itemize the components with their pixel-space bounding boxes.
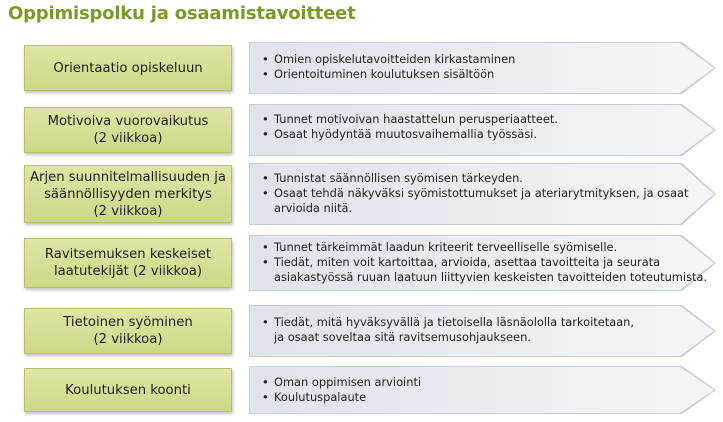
goal-item: • Osaat hyödyntää muutosvaihemallia työssäsi. bbox=[262, 127, 558, 142]
goal-item-continuation: asiakastyössä ruuan laatuun liittyvien keskeisten tavoitteiden toteutumista. bbox=[274, 270, 708, 284]
goal-item-continuation: arvioida niitä. bbox=[274, 201, 353, 215]
stage-box-routine: Arjen suunnitelmallisuuden ja säännöllisyyden merkitys (2 viikkoa) bbox=[24, 165, 232, 223]
goal-item: • Oman oppimisen arviointi bbox=[262, 375, 421, 390]
goal-list-routine bbox=[262, 171, 689, 216]
goal-list-quality bbox=[262, 240, 707, 285]
stage-box-orientation: Orientaatio opiskeluun bbox=[24, 45, 232, 91]
row-motivation bbox=[0, 104, 723, 156]
goal-item: • Tunnet motivoivan haastattelun perusperiaatteet. bbox=[262, 112, 558, 127]
row-mindful-eating bbox=[0, 305, 723, 357]
goal-list-summary bbox=[262, 375, 421, 405]
stage-box-mindful-eating: Tietoinen syöminen (2 viikkoa) bbox=[24, 308, 232, 354]
diagram-title: Oppimispolku ja osaamistavoitteet bbox=[8, 3, 356, 24]
goal-item: • Tunnistat säännöllisen syömisen tärkeyden. bbox=[262, 171, 689, 186]
goal-item: • Tiedät, miten voit kartoittaa, arvioida, asettaa tavoitteita ja seurata bbox=[262, 255, 707, 270]
goal-item: • Tiedät, mitä hyväksyvällä ja tietoisella läsnäololla tarkoitetaan, bbox=[262, 315, 634, 330]
stage-box-summary: Koulutuksen koonti bbox=[24, 368, 232, 412]
goal-list-orientation bbox=[262, 52, 515, 82]
goal-item: • Tunnet tärkeimmät laadun kriteerit terveelliselle syömiselle. bbox=[262, 240, 707, 255]
row-orientation bbox=[0, 42, 723, 94]
goal-list-motivation bbox=[262, 112, 558, 142]
row-routine bbox=[0, 163, 723, 225]
goal-list-mindful-eating bbox=[262, 315, 634, 345]
goal-item: • Orientoituminen koulutuksen sisältöön bbox=[262, 67, 515, 82]
goal-item: • Osaat tehdä näkyväksi syömistottumukset ja ateriarytmityksen, ja osaat bbox=[262, 186, 689, 201]
row-summary bbox=[0, 366, 723, 414]
goal-item-continuation: ja osaat soveltaa sitä ravitsemusohjaukseen. bbox=[274, 330, 531, 344]
goal-item: • Omien opiskelutavoitteiden kirkastaminen bbox=[262, 52, 515, 67]
goal-item: • Koulutuspalaute bbox=[262, 390, 421, 405]
stage-box-quality: Ravitsemuksen keskeiset laatutekijät (2 viikkoa) bbox=[24, 238, 232, 288]
stage-box-motivation: Motivoiva vuorovaikutus (2 viikkoa) bbox=[24, 107, 232, 153]
row-quality bbox=[0, 235, 723, 291]
